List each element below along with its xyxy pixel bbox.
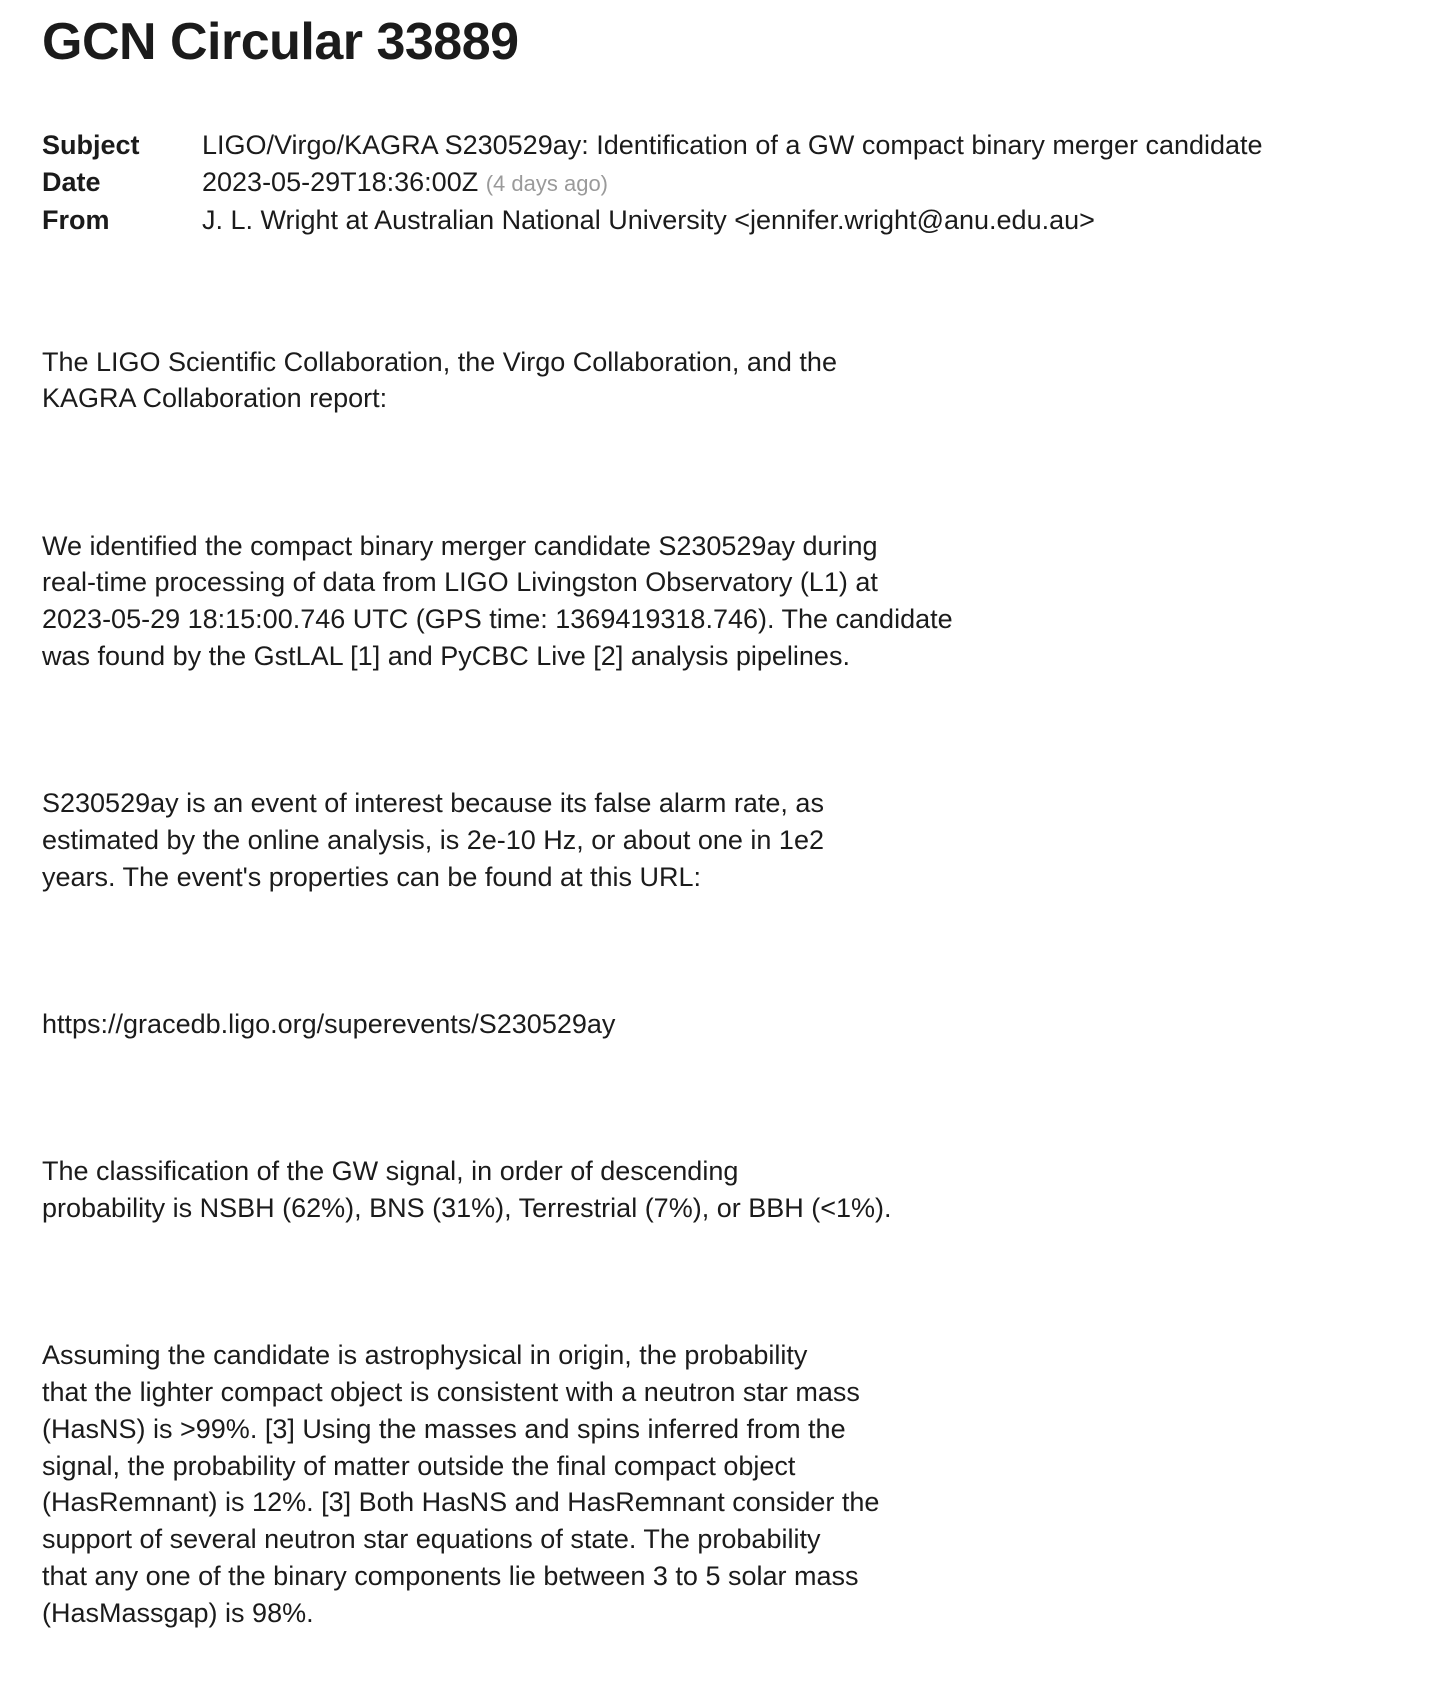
from-row (42, 202, 1412, 239)
date-value-container (202, 164, 1412, 202)
body-paragraph-classification: The classification of the GW signal, in order of descending probability is NSBH (62%), BNS (31%), Terrestrial (7%), or BBH (<1%). (42, 1156, 892, 1223)
circular-body (42, 270, 1042, 1705)
body-paragraph-probabilities: Assuming the candidate is astrophysical in origin, the probability that the lighter compact object is consistent with a neutron star mass (HasNS) is >99%. [3] Using the masses and spins inferred from the signal, the probability of matter outside the final compact object (HasRemnant) is 12%. [3] Both HasNS and HasRemnant consider the support of several neutron star equations of state. The probability that any one of the binary components lie between 3 to 5 solar mass (HasMassgap) is 98%. (42, 1340, 880, 1628)
page-title: GCN Circular 33889 (42, 13, 519, 71)
date-value: 2023-05-29T18:36:00Z (202, 167, 479, 197)
subject-row (42, 127, 1412, 164)
subject-value: LIGO/Virgo/KAGRA S230529ay: Identification of a GW compact binary merger candidate (202, 130, 1263, 160)
body-paragraph-identification: We identified the compact binary merger candidate S230529ay during real-time processing of data from LIGO Livingston Observatory (L1) at 2023-05-29 18:15:00.746 UTC (GPS time: 1369419318.746). The candidate was found by the GstLAL [1] and PyCBC Live [2] analysis pipelines. (42, 530, 953, 671)
date-age: (4 days ago) (485, 171, 609, 196)
date-label: Date (42, 167, 101, 197)
gracedb-url[interactable]: https://gracedb.ligo.org/superevents/S230529ay (42, 1008, 616, 1039)
from-label: From (42, 205, 110, 235)
body-paragraph-report: The LIGO Scientific Collaboration, the Virgo Collaboration, and the KAGRA Collaboration report: (42, 346, 837, 414)
from-value: J. L. Wright at Australian National University <jennifer.wright@anu.edu.au> (202, 205, 1095, 235)
circular-metadata (42, 127, 1412, 239)
body-paragraph-false-alarm: S230529ay is an event of interest because its false alarm rate, as estimated by the online analysis, is 2e-10 Hz, or about one in 1e2 years. The event's properties can be found at this URL: (42, 788, 824, 892)
subject-label: Subject (42, 130, 140, 160)
circular-page (42, 0, 1412, 1705)
date-row (42, 164, 1412, 202)
